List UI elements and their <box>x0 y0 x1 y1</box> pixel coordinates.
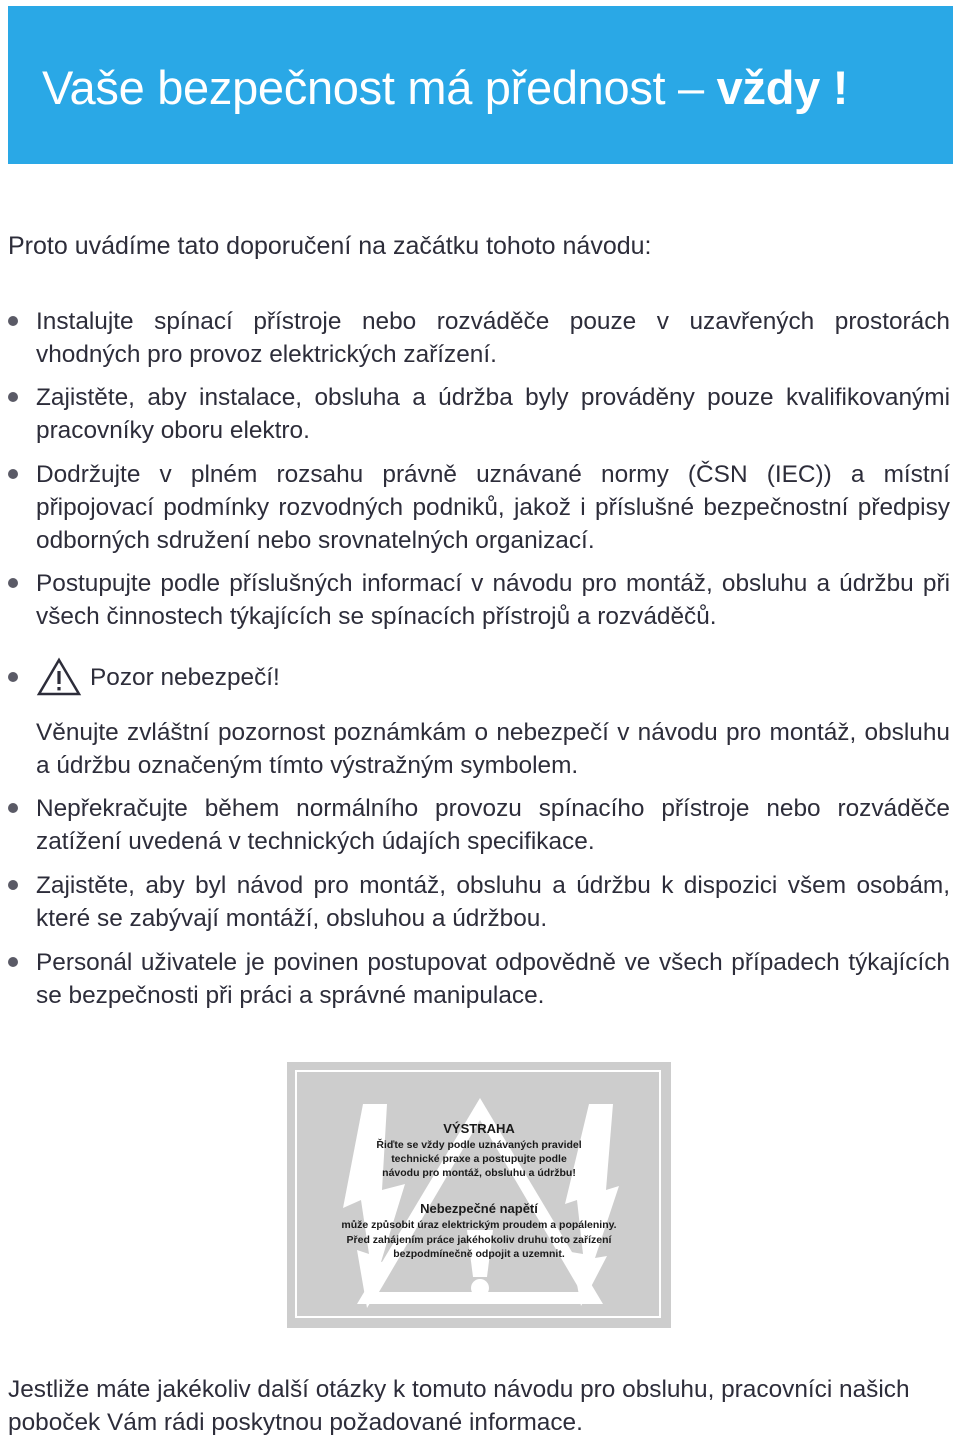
bullet-icon <box>8 392 18 402</box>
bullet-icon <box>8 469 18 479</box>
bullet-icon <box>8 957 18 967</box>
sign-heading-warning: VÝSTRAHA <box>443 1121 515 1136</box>
sign-line: bezpodmínečně odpojit a uzemnit. <box>393 1248 565 1260</box>
list-item: Instalujte spínací přístroje nebo rozváděče pouze v uzavřených prostorách vhodných pro provoz elektrických zařízení. <box>36 308 950 368</box>
bullet-icon <box>8 316 18 326</box>
bullet-icon <box>8 803 18 813</box>
list-item: Personál uživatele je povinen postupovat odpovědně ve všech případech týkajících se bezpečnosti při práci a správné manipulace. <box>36 949 950 1009</box>
list-item: Dodržujte v plném rozsahu právně uznávané normy (ČSN (IEC)) a místní připojovací podmínky rozvodných podniků, jakož i příslušné bezpečnostní předpisy odborných sdružení nebo srovnatelných organizací. <box>36 461 950 554</box>
list-item: Zajistěte, aby instalace, obsluha a údržba byly prováděny pouze kvalifikovanými pracovníky oboru elektro. <box>36 384 950 444</box>
list-item: Zajistěte, aby byl návod pro montáž, obsluhu a údržbu k dispozici všem osobám, které se zabývají montáží, obsluhou a údržbou. <box>36 872 950 932</box>
page-title <box>42 61 953 114</box>
list-item: Nepřekračujte během normálního provozu spínacího přístroje nebo rozváděče zatížení uvedená v technických údajích specifikace. <box>36 795 950 855</box>
list-item: Postupujte podle příslušných informací v návodu pro montáž, obsluhu a údržbu při všech činnostech týkajících se spínacích přístrojů a rozváděčů. <box>36 570 950 630</box>
title-bold: vždy ! <box>703 61 849 114</box>
title-banner <box>8 6 953 164</box>
sign-heading-voltage: Nebezpečné napětí <box>420 1201 538 1216</box>
closing-text: Jestliže máte jakékoliv další otázky k tomuto návodu pro obsluhu, pracovníci našich poboček Vám rádi poskytnou požadované informace. <box>8 1376 910 1436</box>
danger-label: Pozor nebezpečí! <box>90 664 280 691</box>
sign-line: návodu pro montáž, obsluhu a údržbu! <box>382 1167 576 1179</box>
danger-note: Věnujte zvláštní pozornost poznámkám o nebezpečí v návodu pro montáž, obsluhu a údržbu označeným tímto výstražným symbolem. <box>36 719 950 779</box>
high-voltage-icon <box>287 1062 671 1328</box>
bullet-icon <box>8 578 18 588</box>
sign-line: Řiďte se vždy podle uznávaných pravidel <box>376 1139 582 1151</box>
sign-line: technické praxe a postupujte podle <box>391 1153 567 1165</box>
warning-triangle-icon <box>36 657 82 697</box>
intro-text: Proto uvádíme tato doporučení na začátku tohoto návodu: <box>8 232 652 260</box>
sign-line: Před zahájením práce jakéhokoliv druhu toto zařízení <box>346 1234 612 1246</box>
title-regular: Vaše bezpečnost má přednost – <box>42 61 704 114</box>
warning-sign <box>287 1062 671 1328</box>
bullet-icon <box>8 880 18 890</box>
bullet-icon <box>8 672 18 682</box>
sign-line: může způsobit úraz elektrickým proudem a popáleniny. <box>341 1219 617 1231</box>
